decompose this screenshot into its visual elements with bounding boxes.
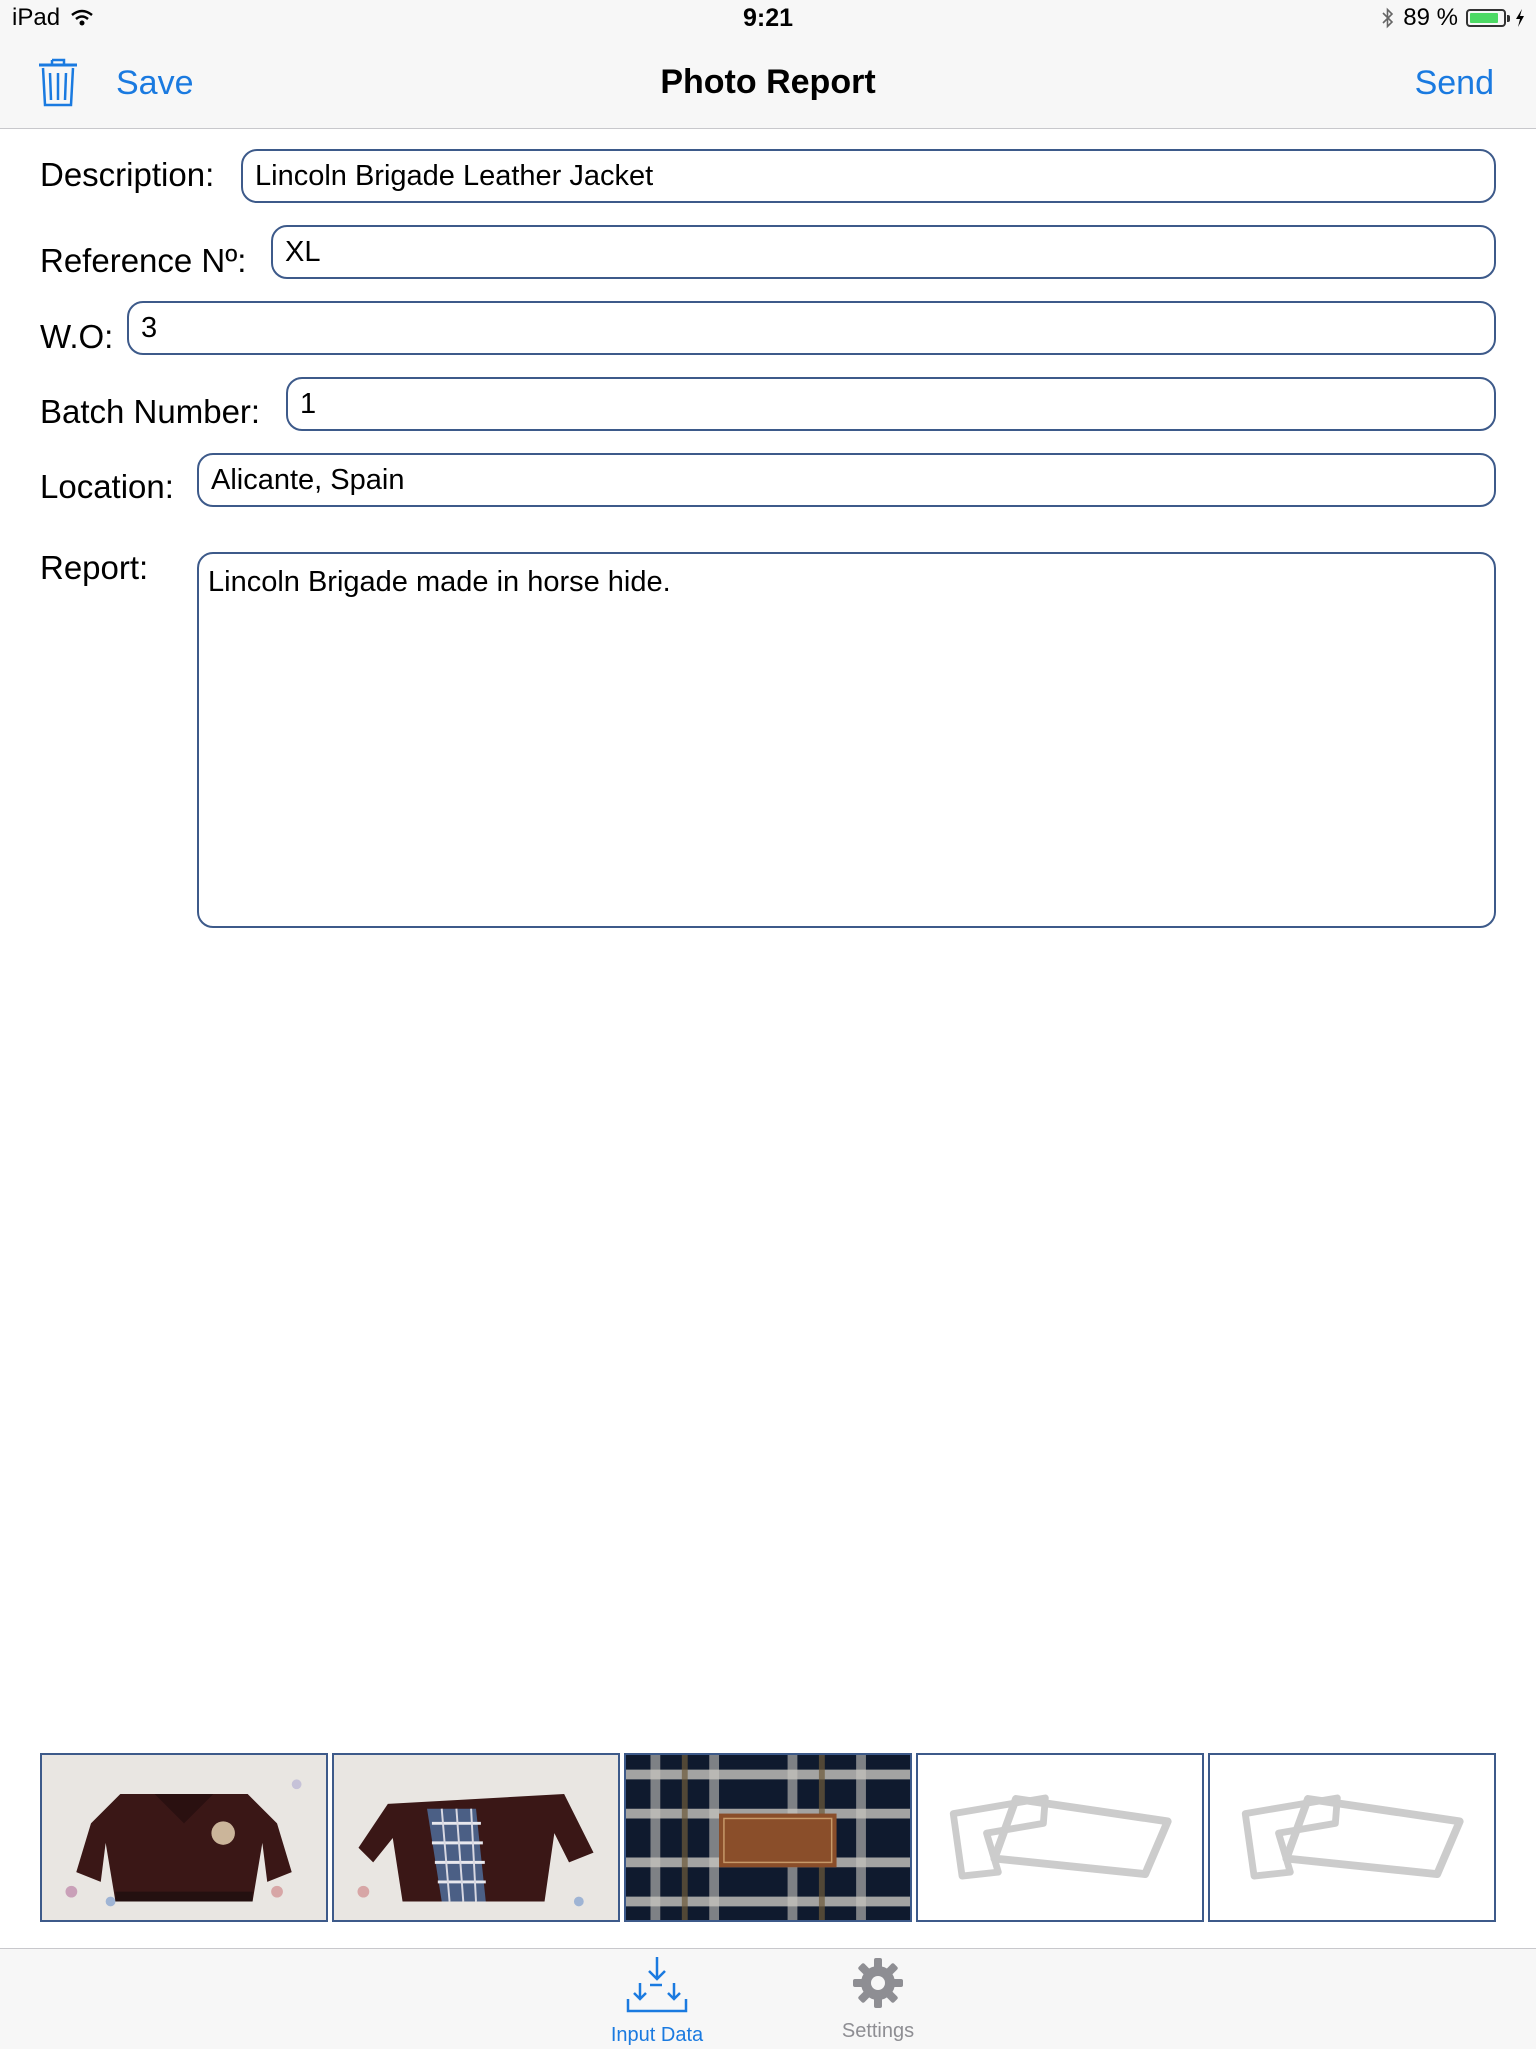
tab-label: Input Data [610, 2024, 704, 2046]
location-label: Location: [40, 468, 174, 505]
batch-number-label: Batch Number: [40, 393, 261, 430]
jacket-label-photo [626, 1755, 910, 1920]
status-bar [0, 0, 1536, 40]
description-label: Description: [40, 156, 215, 193]
save-button[interactable]: Save [116, 64, 194, 102]
photo-thumbnail[interactable] [40, 1753, 328, 1922]
reference-label: Reference Nº: [40, 242, 247, 279]
gear-icon [850, 1955, 906, 2011]
nav-bar [0, 40, 1536, 129]
tab-bar [0, 1948, 1536, 2049]
tab-input-data[interactable] [587, 1955, 727, 2047]
jacket-front-photo [42, 1755, 326, 1920]
status-right [1381, 4, 1526, 32]
photo-thumbnail[interactable] [332, 1753, 620, 1922]
photo-placeholder-icon [918, 1755, 1202, 1920]
status-time: 9:21 [742, 4, 794, 32]
jacket-lining-photo [334, 1755, 618, 1920]
tab-label: Settings [841, 2020, 915, 2042]
description-field[interactable]: Lincoln Brigade Leather Jacket [241, 149, 1496, 203]
page-title: Photo Report [660, 63, 876, 101]
report-textarea[interactable]: Lincoln Brigade made in horse hide. [197, 552, 1496, 928]
battery-icon [1466, 9, 1506, 27]
reference-field[interactable]: XL [271, 225, 1496, 279]
photo-strip [40, 1753, 1496, 1922]
wo-field[interactable]: 3 [127, 301, 1496, 355]
charging-icon [1514, 8, 1526, 28]
photo-slot-empty[interactable] [916, 1753, 1204, 1922]
battery-level [1470, 13, 1498, 23]
report-label: Report: [40, 549, 149, 586]
tab-settings[interactable] [808, 1955, 948, 2043]
device-name: iPad [12, 4, 61, 31]
bluetooth-icon [1381, 7, 1395, 29]
send-button[interactable]: Send [1414, 64, 1494, 102]
photo-slot-empty[interactable] [1208, 1753, 1496, 1922]
batch-number-field[interactable]: 1 [286, 377, 1496, 431]
input-data-icon [626, 1955, 688, 2015]
wo-label: W.O: [40, 318, 114, 355]
location-field[interactable]: Alicante, Spain [197, 453, 1496, 507]
photo-placeholder-icon [1210, 1755, 1494, 1920]
battery-percent: 89 % [1403, 4, 1458, 31]
photo-thumbnail[interactable] [624, 1753, 912, 1922]
